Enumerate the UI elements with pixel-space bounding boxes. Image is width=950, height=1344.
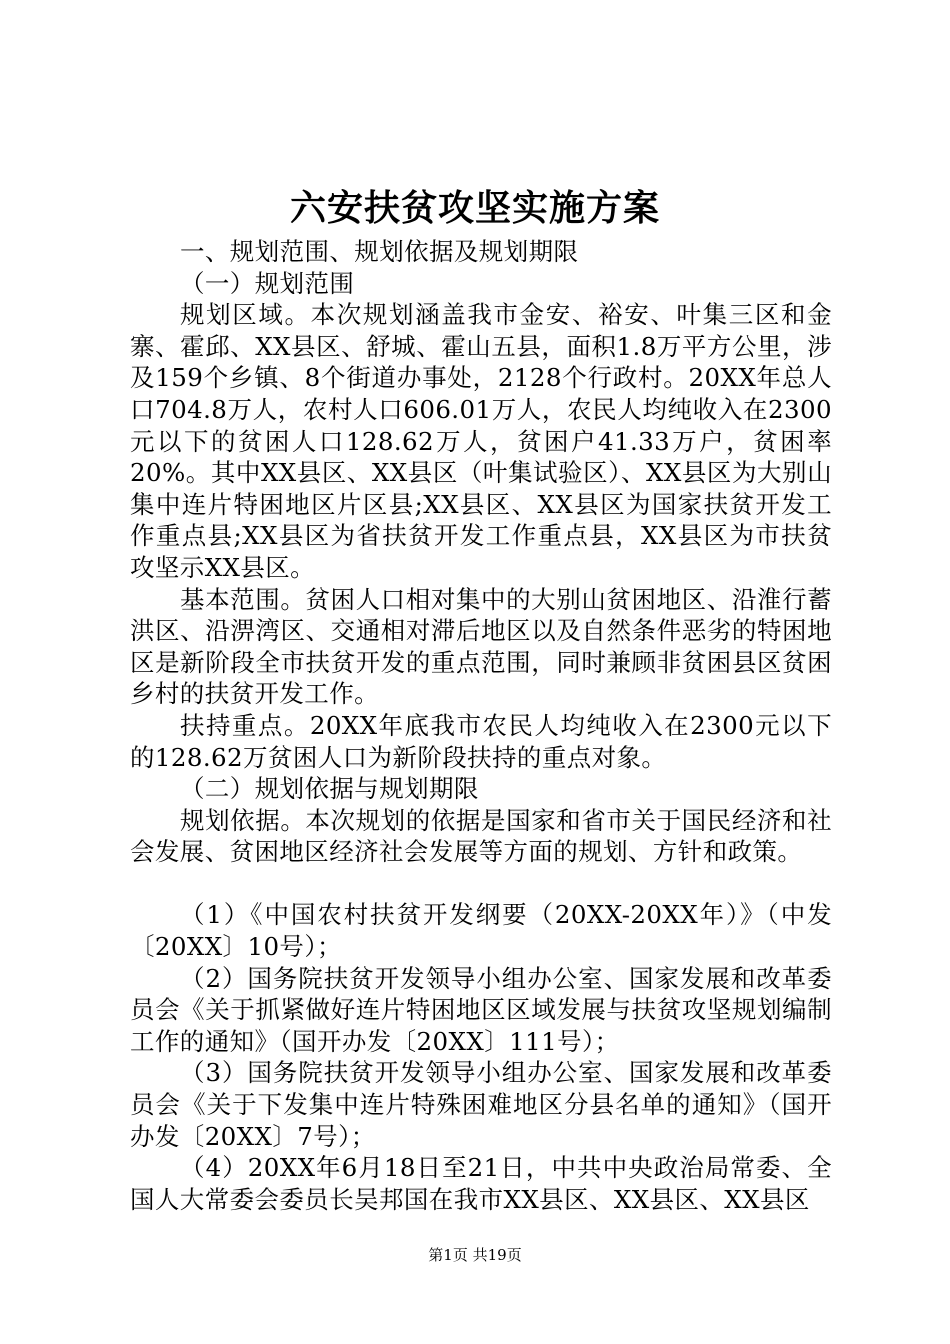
subsection-heading-1: （一）规划范围 bbox=[180, 268, 355, 298]
paragraph-support-focus: 扶持重点。20XX年底我市农民人均纯收入在2300元以下的128.62万贫困人口为新阶段扶持的重点对象。 bbox=[130, 710, 832, 772]
blank-line bbox=[130, 868, 832, 900]
section-heading-1: 一、规划范围、规划依据及规划期限 bbox=[180, 237, 579, 266]
paragraph-basic-scope: 基本范围。贫困人口相对集中的大别山贫困地区、沿淮行蓄洪区、沿淠湾区、交通相对滞后地区以及自然条件恶劣的特困地区是新阶段全市扶贫开发的重点范围，同时兼顾非贫困县区贫困乡村的扶贫开发工作。 bbox=[130, 584, 832, 709]
list-item-1: （1）《中国农村扶贫开发纲要（20XX-20XX年）》（中发〔20XX〕10号）； bbox=[130, 900, 832, 962]
list-item-2: （2）国务院扶贫开发领导小组办公室、国家发展和改革委员会《关于抓紧做好连片特困地区区域发展与扶贫攻坚规划编制工作的通知》（国开办发〔20XX〕111号）； bbox=[130, 963, 832, 1056]
list-item-4: （4）20XX年6月18日至21日，中共中央政治局常委、全国人大常委会委员长吴邦国在我市XX县区、XX县区、XX县区 bbox=[130, 1153, 832, 1214]
page-footer: 第1页 共19页 bbox=[428, 1246, 522, 1264]
paragraph-planning-basis: 规划依据。本次规划的依据是国家和省市关于国民经济和社会发展、贫困地区经济社会发展等方面的规划、方针和政策。 bbox=[130, 805, 832, 867]
document-body bbox=[130, 236, 832, 1215]
paragraph-planning-area: 规划区域。本次规划涵盖我市金安、裕安、叶集三区和金寨、霍邱、XX县区、舒城、霍山五县，面积1.8万平方公里，涉及159个乡镇、8个街道办事处，2128个行政村。20XX年总人口704.8万人，农村人口606.01万人，农民人均纯收入在2300元以下的贫困人口128.62万人，贫困户41.33万户，贫困率20%。其中XX县区、XX县区（叶集试验区）、XX县区为大别山集中连片特困地区片区县;XX县区、XX县区为国家扶贫开发工作重点县;XX县区为省扶贫开发工作重点县，XX县区为市扶贫攻坚示XX县区。 bbox=[130, 300, 832, 582]
document-title: 六安扶贫攻坚实施方案 bbox=[289, 187, 660, 229]
list-item-3: （3）国务院扶贫开发领导小组办公室、国家发展和改革委员会《关于下发集中连片特殊困难地区分县名单的通知》（国开办发〔20XX〕7号）； bbox=[130, 1058, 832, 1151]
subsection-heading-2: （二）规划依据与规划期限 bbox=[180, 774, 479, 804]
